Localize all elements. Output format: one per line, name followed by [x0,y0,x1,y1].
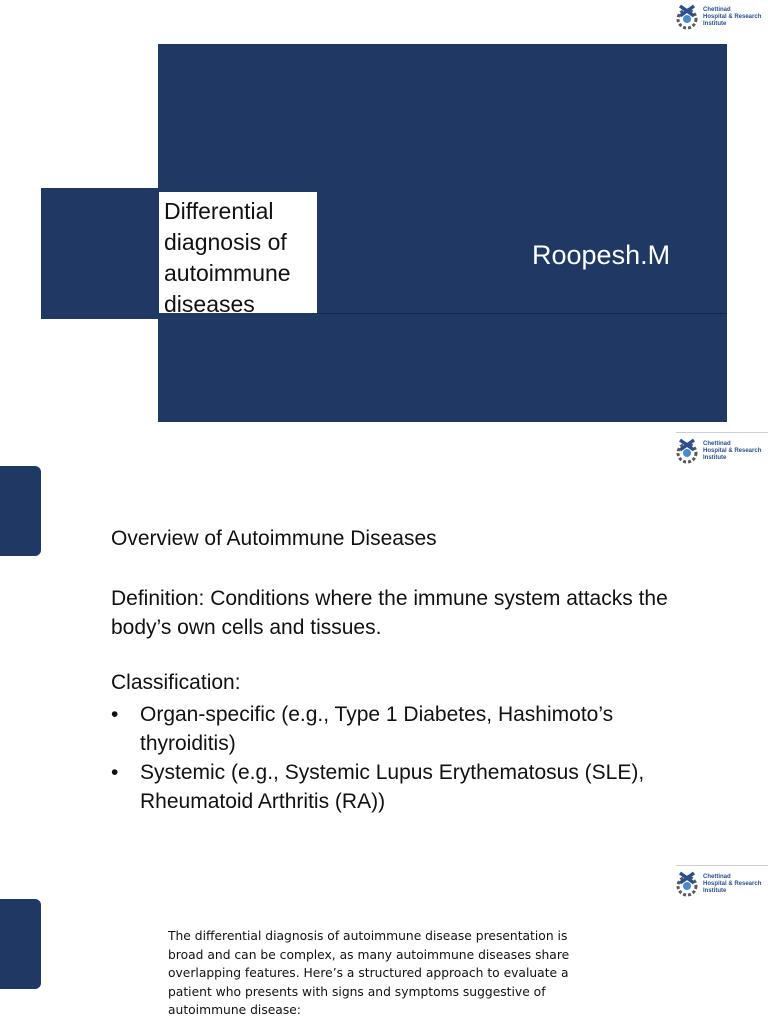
list-item [111,700,711,758]
logo-line-2: Hospital & Research [703,881,762,887]
slide-title: Differential diagnosis of autoimmune diseases [164,198,291,317]
list-item [111,758,711,816]
slide-3 [0,866,768,1024]
logo-line-3: Institute [703,888,727,894]
slide-1 [0,0,768,432]
logo-line-2: Hospital & Research [703,14,762,20]
author-name: Roopesh.M [532,240,671,270]
logo-line-3: Institute [703,455,727,461]
logo-line-1: Chettinad [703,874,731,880]
hospital-logo-icon [674,438,700,464]
list-item-text: Systemic (e.g., Systemic Lupus Erythematosus (SLE), Rheumatoid Arthritis (RA)) [140,761,645,813]
side-tab [0,899,41,989]
side-tab [0,466,41,556]
hospital-logo [674,438,764,464]
intro-paragraph: The differential diagnosis of autoimmune disease presentation is broad and can be complex, as many autoimmune diseases share overlapping features. Here’s a structured approach to evaluate a patient who presents with signs and symptoms suggestive of autoimmune disease: [168,929,570,1018]
definition-text: Definition: Conditions where the immune system attacks the body’s own cells and tissues. [111,587,668,639]
logo-line-1: Chettinad [703,7,731,13]
hospital-logo [674,871,764,897]
slide-heading: Overview of Autoimmune Diseases [111,527,437,550]
hospital-logo-icon [674,871,700,897]
classification-label: Classification: [111,671,241,694]
logo-line-3: Institute [703,21,727,27]
logo-line-2: Hospital & Research [703,448,762,454]
hospital-logo [674,4,764,30]
slide-2 [0,433,768,865]
title-divider-line [318,313,727,314]
hospital-logo-icon [674,4,700,30]
title-accent-block [41,188,158,319]
list-item-text: Organ-specific (e.g., Type 1 Diabetes, Hashimoto’s thyroiditis) [140,703,614,755]
logo-line-1: Chettinad [703,441,731,447]
classification-list [111,700,711,816]
bullet-icon: • [111,703,119,726]
title-box [159,192,317,317]
bullet-icon: • [111,761,119,784]
